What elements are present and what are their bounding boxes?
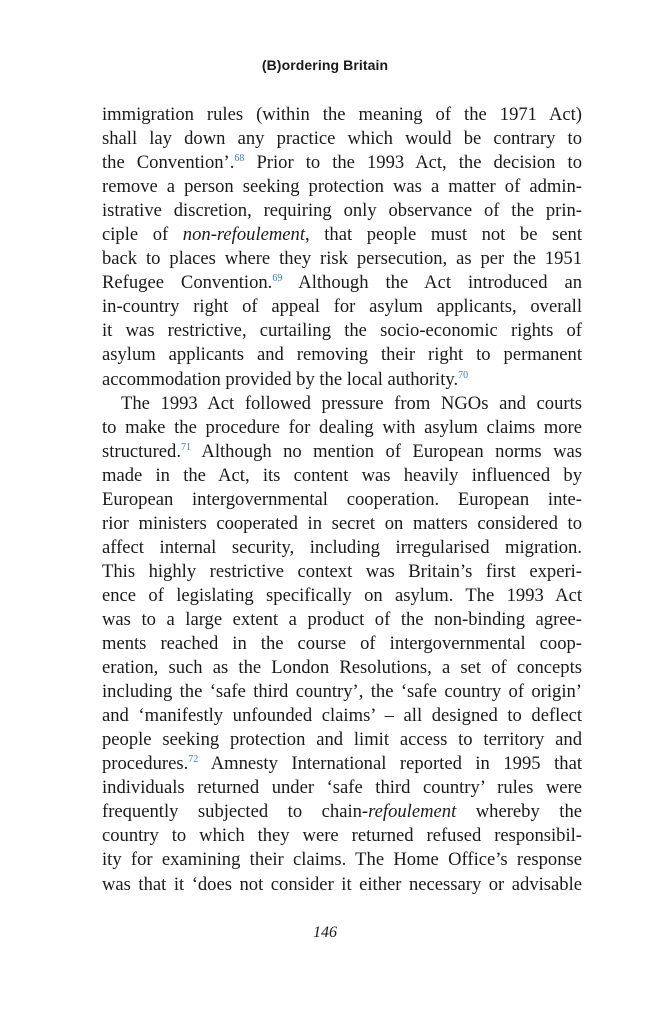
- text-line: [102, 536, 582, 560]
- text-line: [102, 440, 582, 464]
- text-run: Although no mention of European norms was: [191, 440, 582, 462]
- running-head: (B)ordering Britain: [261, 57, 389, 73]
- footnote-reference[interactable]: 72: [188, 754, 199, 766]
- text-line: [102, 103, 582, 127]
- text-run: structured.: [102, 440, 181, 462]
- text-line: [102, 776, 582, 800]
- text-line: [102, 824, 582, 848]
- text-run: procedures.: [102, 753, 189, 775]
- text-run: asylum applicants and removing their right to permanent: [102, 344, 582, 366]
- text-run: it was restrictive, curtailing the socio-economic rights of: [102, 320, 582, 342]
- text-run: individuals returned under ‘safe third country’ rules were: [102, 777, 582, 799]
- text-run: in-country right of appeal for asylum applicants, overall: [102, 296, 582, 318]
- text-line: [102, 416, 582, 440]
- text-line: [102, 656, 582, 680]
- text-line: [102, 223, 582, 247]
- text-line: [102, 271, 582, 295]
- text-line: [102, 319, 582, 343]
- footnote-reference[interactable]: 69: [272, 273, 283, 285]
- text-run: remove a person seeking protection was a matter of admin-: [102, 176, 582, 198]
- text-line: [102, 175, 582, 199]
- text-run: was that it ‘does not consider it either necessary or advisable: [102, 873, 582, 895]
- text-run: European intergovernmental cooperation. European inte-: [102, 488, 582, 510]
- text-line: [102, 752, 582, 776]
- text-run: including the ‘safe third country’, the ‘safe country of origin’: [102, 681, 582, 703]
- text-run: whereby the: [456, 801, 583, 823]
- text-run: istrative discretion, requiring only observance of the prin-: [102, 200, 582, 222]
- text-run: ments reached in the course of intergovernmental coop-: [102, 633, 582, 655]
- text-line: [102, 848, 582, 872]
- text-line: [102, 873, 582, 897]
- text-line: [102, 368, 582, 392]
- text-run: people seeking protection and limit access to territory and: [102, 729, 582, 751]
- text-run: ciple of: [102, 224, 183, 246]
- page-number: 146: [313, 924, 337, 941]
- text-run: Amnesty International reported in 1995 that: [198, 753, 582, 775]
- body-text: [102, 103, 582, 897]
- text-run: This highly restrictive context was Britain’s first experi-: [102, 560, 582, 582]
- text-run: was to a large extent a product of the non-binding agree-: [102, 608, 582, 630]
- text-line: [102, 151, 582, 175]
- text-line: [102, 728, 582, 752]
- text-line: [102, 295, 582, 319]
- text-run: Prior to the 1993 Act, the decision to: [244, 152, 582, 174]
- text-line: [102, 247, 582, 271]
- text-run: , that people must not be sent: [305, 224, 583, 246]
- text-run: frequently subjected to chain-: [102, 801, 369, 823]
- text-run: ence of legislating specifically on asylum. The 1993 Act: [102, 584, 582, 606]
- text-run: Refugee Convention.: [102, 272, 273, 294]
- text-line: [102, 488, 582, 512]
- footnote-reference[interactable]: 68: [234, 153, 245, 165]
- text-run: affect internal security, including irregularised migration.: [102, 536, 582, 558]
- italic-term: refoulement: [368, 801, 457, 823]
- text-line: [102, 560, 582, 584]
- text-run: ity for examining their claims. The Home Office’s response: [102, 849, 582, 871]
- text-line: [102, 127, 582, 151]
- text-run: country to which they were returned refused responsibil-: [102, 825, 582, 847]
- text-line: [102, 464, 582, 488]
- italic-term: non-refoulement: [182, 224, 305, 246]
- text-run: to make the procedure for dealing with asylum claims more: [102, 416, 582, 438]
- text-run: rior ministers cooperated in secret on matters considered to: [102, 512, 582, 534]
- text-run: accommodation provided by the local authority.: [102, 368, 459, 390]
- text-line: [102, 680, 582, 704]
- text-line: [102, 512, 582, 536]
- text-line: [102, 392, 582, 416]
- text-run: Although the Act introduced an: [282, 272, 583, 294]
- footnote-reference[interactable]: 70: [458, 369, 469, 381]
- footnote-reference[interactable]: 71: [181, 441, 191, 453]
- text-line: [102, 608, 582, 632]
- text-run: eration, such as the London Resolutions, a set of concepts: [102, 657, 582, 679]
- text-run: back to places where they risk persecution, as per the 1951: [102, 248, 582, 270]
- text-line: [102, 343, 582, 367]
- text-line: [102, 800, 582, 824]
- text-line: [102, 584, 582, 608]
- text-line: [102, 704, 582, 728]
- text-line: [102, 632, 582, 656]
- text-line: [102, 199, 582, 223]
- text-run: the Convention’.: [102, 152, 235, 174]
- text-run: shall lay down any practice which would be contrary to: [102, 128, 582, 150]
- text-run: and ‘manifestly unfounded claims’ – all designed to deflect: [102, 705, 582, 727]
- text-run: The 1993 Act followed pressure from NGOs and courts: [121, 392, 582, 414]
- text-run: immigration rules (within the meaning of the 1971 Act): [102, 104, 582, 125]
- text-run: made in the Act, its content was heavily influenced by: [102, 464, 582, 486]
